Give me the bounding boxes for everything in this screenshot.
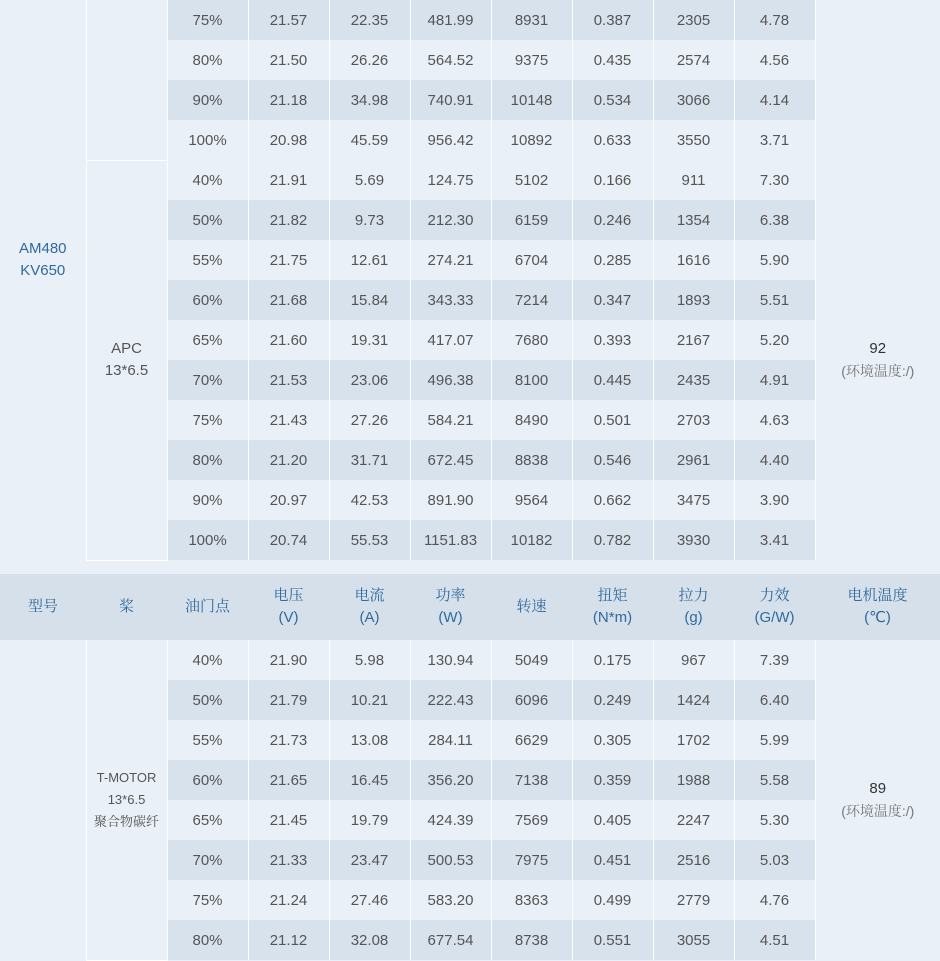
cell-current: 5.98 [329, 640, 410, 680]
cell-efficiency: 7.39 [734, 640, 815, 680]
table-row [0, 160, 940, 200]
cell-power: 481.99 [410, 0, 491, 40]
cell-torque: 0.387 [572, 0, 653, 40]
header-motor-temp [815, 574, 940, 640]
cell-rpm: 9564 [491, 480, 572, 520]
cell-throttle: 40% [167, 160, 248, 200]
header-propeller [86, 574, 167, 640]
cell-thrust: 2435 [653, 360, 734, 400]
table-row [0, 640, 940, 680]
propeller-line1: APC [111, 340, 142, 357]
cell-voltage: 21.65 [248, 760, 329, 800]
cell-torque: 0.633 [572, 120, 653, 160]
cell-voltage: 21.75 [248, 240, 329, 280]
cell-rpm: 10182 [491, 520, 572, 560]
cell-thrust: 1354 [653, 200, 734, 240]
cell-power: 891.90 [410, 480, 491, 520]
header-current-label: 电流 [329, 585, 410, 607]
cell-efficiency: 3.41 [734, 520, 815, 560]
cell-throttle: 80% [167, 920, 248, 960]
cell-current: 9.73 [329, 200, 410, 240]
cell-current: 26.26 [329, 40, 410, 80]
cell-efficiency: 4.51 [734, 920, 815, 960]
cell-rpm: 7680 [491, 320, 572, 360]
cell-torque: 0.451 [572, 840, 653, 880]
ambient-temp-note: (环境温度:/) [816, 360, 940, 382]
cell-throttle: 75% [167, 880, 248, 920]
cell-rpm: 8490 [491, 400, 572, 440]
propeller-line2: 13*6.5 [108, 792, 146, 807]
cell-thrust: 2779 [653, 880, 734, 920]
cell-throttle: 80% [167, 440, 248, 480]
cell-power: 564.52 [410, 40, 491, 80]
cell-throttle: 90% [167, 80, 248, 120]
cell-torque: 0.359 [572, 760, 653, 800]
cell-throttle: 90% [167, 480, 248, 520]
cell-torque: 0.662 [572, 480, 653, 520]
cell-thrust: 967 [653, 640, 734, 680]
cell-throttle: 75% [167, 0, 248, 40]
cell-thrust: 3055 [653, 920, 734, 960]
cell-throttle: 40% [167, 640, 248, 680]
cell-torque: 0.305 [572, 720, 653, 760]
cell-voltage: 21.20 [248, 440, 329, 480]
cell-efficiency: 5.58 [734, 760, 815, 800]
motor-temp-cell [815, 640, 940, 960]
cell-rpm: 6096 [491, 680, 572, 720]
cell-throttle: 55% [167, 720, 248, 760]
model-name: AM480 [19, 240, 67, 257]
cell-thrust: 2305 [653, 0, 734, 40]
cell-efficiency: 3.90 [734, 480, 815, 520]
cell-current: 16.45 [329, 760, 410, 800]
cell-current: 27.46 [329, 880, 410, 920]
cell-efficiency: 5.51 [734, 280, 815, 320]
cell-voltage: 21.24 [248, 880, 329, 920]
cell-torque: 0.501 [572, 400, 653, 440]
header-voltage-label: 电压 [248, 585, 329, 607]
cell-thrust: 1616 [653, 240, 734, 280]
cell-torque: 0.534 [572, 80, 653, 120]
cell-rpm: 7569 [491, 800, 572, 840]
cell-torque: 0.249 [572, 680, 653, 720]
cell-rpm: 10148 [491, 80, 572, 120]
cell-throttle: 50% [167, 200, 248, 240]
propeller-line2: 13*6.5 [105, 362, 148, 379]
cell-power: 124.75 [410, 160, 491, 200]
cell-voltage: 20.97 [248, 480, 329, 520]
cell-throttle: 70% [167, 840, 248, 880]
cell-rpm: 10892 [491, 120, 572, 160]
cell-torque: 0.435 [572, 40, 653, 80]
header-motor-temp-unit: (℃) [815, 607, 940, 629]
cell-rpm: 5049 [491, 640, 572, 680]
cell-rpm: 6704 [491, 240, 572, 280]
header-voltage-unit: (V) [248, 607, 329, 629]
header-rpm-label: 转速 [491, 596, 572, 618]
cell-current: 19.31 [329, 320, 410, 360]
cell-current: 19.79 [329, 800, 410, 840]
cell-thrust: 1702 [653, 720, 734, 760]
motor-temp-cell [815, 160, 940, 560]
cell-rpm: 7214 [491, 280, 572, 320]
cell-throttle: 60% [167, 760, 248, 800]
cell-power: 130.94 [410, 640, 491, 680]
cell-rpm: 8931 [491, 0, 572, 40]
cell-efficiency: 5.20 [734, 320, 815, 360]
motor-temp-cell [815, 0, 940, 160]
cell-thrust: 2703 [653, 400, 734, 440]
header-current [329, 574, 410, 640]
cell-rpm: 9375 [491, 40, 572, 80]
motor-data-table-bottom [0, 574, 940, 961]
cell-voltage: 21.50 [248, 40, 329, 80]
header-throttle-label: 油门点 [167, 596, 248, 618]
cell-thrust: 3066 [653, 80, 734, 120]
propeller-line3: 聚合物碳纤 [94, 814, 159, 829]
cell-power: 740.91 [410, 80, 491, 120]
cell-torque: 0.405 [572, 800, 653, 840]
cell-torque: 0.546 [572, 440, 653, 480]
cell-thrust: 1424 [653, 680, 734, 720]
cell-current: 34.98 [329, 80, 410, 120]
cell-thrust: 2247 [653, 800, 734, 840]
cell-current: 23.06 [329, 360, 410, 400]
header-torque [572, 574, 653, 640]
cell-current: 23.47 [329, 840, 410, 880]
cell-thrust: 2574 [653, 40, 734, 80]
model-cell [0, 0, 86, 560]
cell-torque: 0.285 [572, 240, 653, 280]
ambient-temp-note: (环境温度:/) [816, 800, 940, 822]
header-model-label: 型号 [0, 596, 86, 618]
cell-power: 1151.83 [410, 520, 491, 560]
cell-thrust: 3930 [653, 520, 734, 560]
header-efficiency-unit: (G/W) [734, 607, 815, 629]
cell-thrust: 2516 [653, 840, 734, 880]
cell-rpm: 6629 [491, 720, 572, 760]
cell-power: 343.33 [410, 280, 491, 320]
cell-efficiency: 5.30 [734, 800, 815, 840]
cell-power: 274.21 [410, 240, 491, 280]
cell-rpm: 8738 [491, 920, 572, 960]
header-model [0, 574, 86, 640]
cell-throttle: 75% [167, 400, 248, 440]
cell-power: 956.42 [410, 120, 491, 160]
header-torque-unit: (N*m) [572, 607, 653, 629]
cell-current: 10.21 [329, 680, 410, 720]
cell-efficiency: 7.30 [734, 160, 815, 200]
cell-thrust: 2167 [653, 320, 734, 360]
header-thrust-label: 拉力 [653, 585, 734, 607]
cell-current: 55.53 [329, 520, 410, 560]
cell-efficiency: 6.38 [734, 200, 815, 240]
cell-power: 677.54 [410, 920, 491, 960]
cell-thrust: 1988 [653, 760, 734, 800]
cell-efficiency: 4.63 [734, 400, 815, 440]
cell-efficiency: 3.71 [734, 120, 815, 160]
cell-efficiency: 5.03 [734, 840, 815, 880]
cell-torque: 0.393 [572, 320, 653, 360]
cell-voltage: 20.74 [248, 520, 329, 560]
cell-efficiency: 4.91 [734, 360, 815, 400]
cell-efficiency: 6.40 [734, 680, 815, 720]
cell-power: 212.30 [410, 200, 491, 240]
cell-voltage: 21.12 [248, 920, 329, 960]
cell-throttle: 65% [167, 320, 248, 360]
cell-power: 584.21 [410, 400, 491, 440]
cell-voltage: 21.57 [248, 0, 329, 40]
cell-torque: 0.445 [572, 360, 653, 400]
cell-rpm: 8838 [491, 440, 572, 480]
propeller-line1: T-MOTOR [97, 770, 157, 785]
table-header-row [0, 574, 940, 640]
cell-power: 500.53 [410, 840, 491, 880]
header-efficiency-label: 力效 [734, 585, 815, 607]
model-cell-empty [0, 640, 86, 960]
cell-thrust: 2961 [653, 440, 734, 480]
cell-torque: 0.347 [572, 280, 653, 320]
motor-temp-value: 89 [816, 778, 940, 800]
cell-current: 32.08 [329, 920, 410, 960]
cell-power: 284.11 [410, 720, 491, 760]
cell-voltage: 21.60 [248, 320, 329, 360]
cell-torque: 0.551 [572, 920, 653, 960]
cell-current: 42.53 [329, 480, 410, 520]
cell-power: 424.39 [410, 800, 491, 840]
propeller-cell [86, 640, 167, 960]
cell-current: 5.69 [329, 160, 410, 200]
cell-rpm: 8100 [491, 360, 572, 400]
cell-power: 417.07 [410, 320, 491, 360]
cell-thrust: 3550 [653, 120, 734, 160]
cell-current: 15.84 [329, 280, 410, 320]
cell-torque: 0.175 [572, 640, 653, 680]
cell-current: 13.08 [329, 720, 410, 760]
cell-power: 222.43 [410, 680, 491, 720]
cell-voltage: 21.82 [248, 200, 329, 240]
cell-rpm: 6159 [491, 200, 572, 240]
header-thrust-unit: (g) [653, 607, 734, 629]
cell-voltage: 21.79 [248, 680, 329, 720]
cell-torque: 0.782 [572, 520, 653, 560]
cell-voltage: 21.45 [248, 800, 329, 840]
cell-throttle: 60% [167, 280, 248, 320]
motor-temp-value: 92 [816, 338, 940, 360]
header-power-unit: (W) [410, 607, 491, 629]
cell-voltage: 21.18 [248, 80, 329, 120]
cell-current: 31.71 [329, 440, 410, 480]
cell-current: 45.59 [329, 120, 410, 160]
cell-power: 672.45 [410, 440, 491, 480]
cell-throttle: 55% [167, 240, 248, 280]
cell-current: 22.35 [329, 0, 410, 40]
cell-throttle: 80% [167, 40, 248, 80]
header-thrust [653, 574, 734, 640]
cell-rpm: 7138 [491, 760, 572, 800]
header-motor-temp-label: 电机温度 [815, 585, 940, 607]
cell-throttle: 70% [167, 360, 248, 400]
header-propeller-label: 桨 [86, 596, 167, 618]
cell-power: 583.20 [410, 880, 491, 920]
cell-thrust: 911 [653, 160, 734, 200]
cell-throttle: 100% [167, 120, 248, 160]
cell-efficiency: 5.99 [734, 720, 815, 760]
model-kv: KV650 [20, 262, 65, 279]
cell-throttle: 100% [167, 520, 248, 560]
cell-voltage: 21.73 [248, 720, 329, 760]
cell-efficiency: 4.40 [734, 440, 815, 480]
cell-voltage: 20.98 [248, 120, 329, 160]
propeller-cell [86, 0, 167, 160]
cell-efficiency: 4.76 [734, 880, 815, 920]
propeller-cell [86, 160, 167, 560]
header-throttle [167, 574, 248, 640]
cell-voltage: 21.33 [248, 840, 329, 880]
cell-efficiency: 4.78 [734, 0, 815, 40]
cell-current: 27.26 [329, 400, 410, 440]
cell-power: 496.38 [410, 360, 491, 400]
cell-rpm: 8363 [491, 880, 572, 920]
cell-throttle: 50% [167, 680, 248, 720]
header-voltage [248, 574, 329, 640]
header-rpm [491, 574, 572, 640]
cell-throttle: 65% [167, 800, 248, 840]
cell-voltage: 21.90 [248, 640, 329, 680]
header-power [410, 574, 491, 640]
cell-current: 12.61 [329, 240, 410, 280]
cell-torque: 0.166 [572, 160, 653, 200]
header-torque-label: 扭矩 [572, 585, 653, 607]
cell-torque: 0.499 [572, 880, 653, 920]
cell-voltage: 21.68 [248, 280, 329, 320]
header-efficiency [734, 574, 815, 640]
cell-voltage: 21.91 [248, 160, 329, 200]
cell-efficiency: 5.90 [734, 240, 815, 280]
cell-thrust: 3475 [653, 480, 734, 520]
cell-voltage: 21.43 [248, 400, 329, 440]
cell-thrust: 1893 [653, 280, 734, 320]
header-current-unit: (A) [329, 607, 410, 629]
cell-efficiency: 4.56 [734, 40, 815, 80]
cell-efficiency: 4.14 [734, 80, 815, 120]
cell-rpm: 5102 [491, 160, 572, 200]
cell-voltage: 21.53 [248, 360, 329, 400]
header-power-label: 功率 [410, 585, 491, 607]
cell-power: 356.20 [410, 760, 491, 800]
cell-rpm: 7975 [491, 840, 572, 880]
cell-torque: 0.246 [572, 200, 653, 240]
